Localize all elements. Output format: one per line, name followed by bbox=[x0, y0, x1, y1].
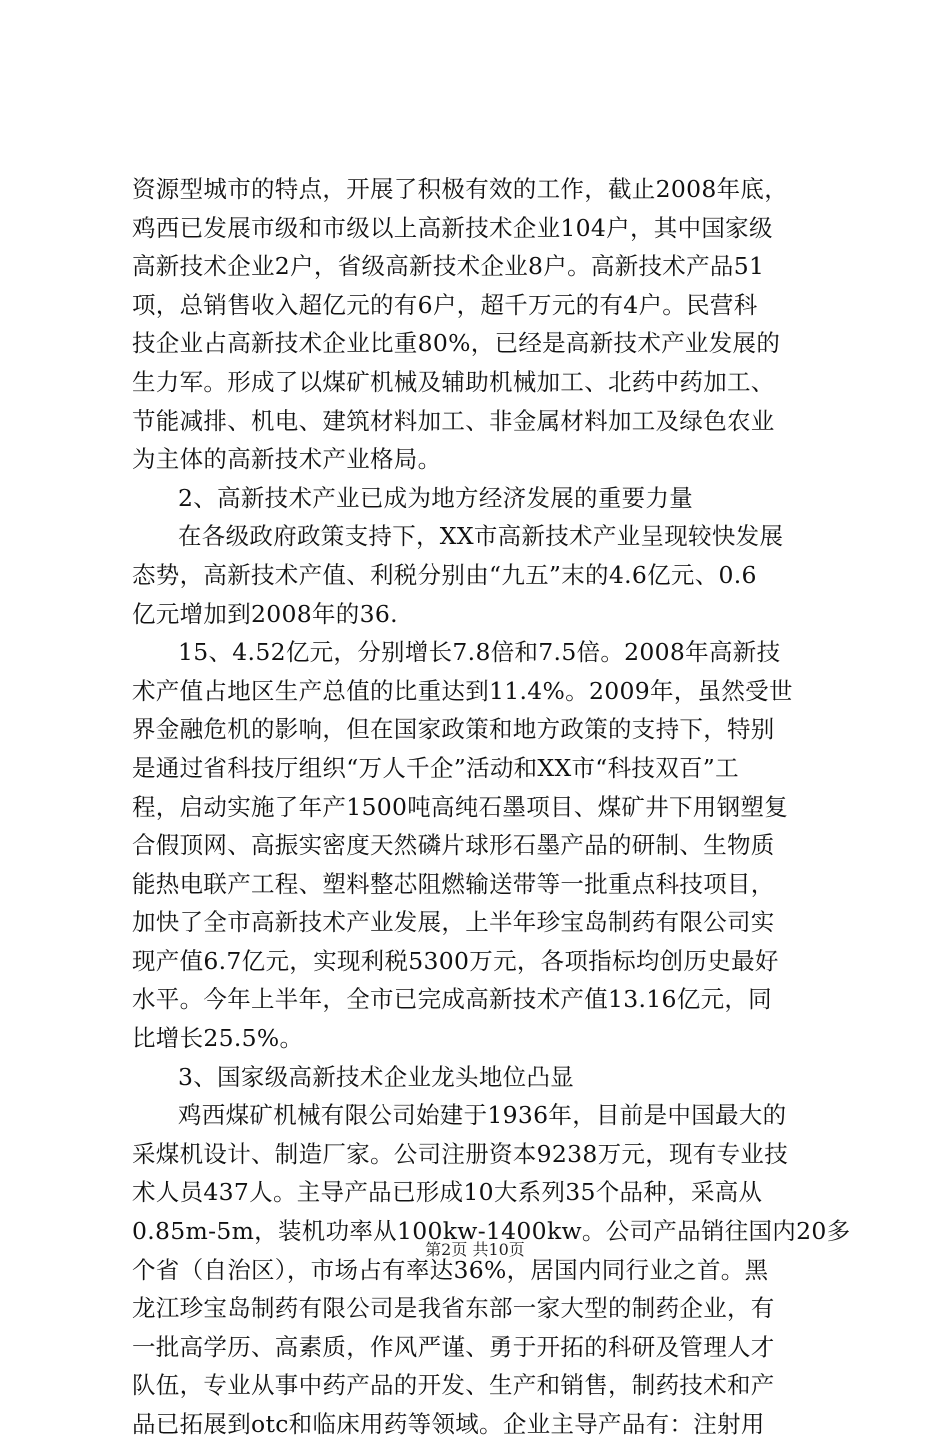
text-line: 鸡西已发展市级和市级以上高新技术企业104户，其中国家级 bbox=[132, 213, 773, 242]
text-line: 术产值占地区生产总值的比重达到11.4%。2009年，虽然受世 bbox=[132, 676, 793, 705]
text-line: 加快了全市高新技术产业发展，上半年珍宝岛制药有限公司实 bbox=[132, 908, 775, 937]
text-line: 龙江珍宝岛制药有限公司是我省东部一家大型的制药企业，有 bbox=[132, 1294, 775, 1323]
text-line: 生力军。形成了以煤矿机械及辅助机械加工、北药中药加工、 bbox=[132, 367, 775, 396]
text-line: 水平。今年上半年，全市已完成高新技术产值13.16亿元，同 bbox=[132, 985, 772, 1014]
text-line: 队伍，专业从事中药产品的开发、生产和销售，制药技术和产 bbox=[132, 1371, 775, 1400]
text-line: 为主体的高新技术产业格局。 bbox=[132, 445, 442, 474]
text-line: 高新技术企业2户，省级高新技术企业8户。高新技术产品51 bbox=[132, 252, 765, 281]
text-line: 合假顶网、高振实密度天然磷片球形石墨产品的研制、生物质 bbox=[132, 831, 775, 860]
text-line: 3、国家级高新技术企业龙头地位凸显 bbox=[178, 1062, 575, 1091]
text-line: 亿元增加到2008年的36. bbox=[132, 599, 398, 628]
text-line: 15、4.52亿元，分别增长7.8倍和7.5倍。2008年高新技 bbox=[178, 638, 781, 667]
text-line: 2、高新技术产业已成为地方经济发展的重要力量 bbox=[178, 483, 694, 512]
text-line: 是通过省科技厅组织“万人千企”活动和XX市“科技双百”工 bbox=[132, 753, 739, 782]
text-line: 程，启动实施了年产1500吨高纯石墨项目、煤矿井下用钢塑复 bbox=[132, 792, 789, 821]
text-line: 品已拓展到otc和临床用药等领域。企业主导产品有：注射用 bbox=[132, 1410, 765, 1438]
text-line: 比增长25.5%。 bbox=[132, 1024, 304, 1053]
text-line: 界金融危机的影响，但在国家政策和地方政策的支持下，特别 bbox=[132, 715, 775, 744]
text-line: 态势，高新技术产值、利税分别由“九五”末的4.6亿元、0.6 bbox=[132, 560, 757, 589]
text-line: 能热电联产工程、塑料整芯阻燃输送带等一批重点科技项目， bbox=[132, 869, 775, 898]
text-line: 在各级政府政策支持下，XX市高新技术产业呈现较快发展 bbox=[178, 522, 784, 551]
text-line: 一批高学历、高素质，作风严谨、勇于开拓的科研及管理人才 bbox=[132, 1332, 775, 1361]
text-line: 采煤机设计、制造厂家。公司注册资本9238万元，现有专业技 bbox=[132, 1139, 789, 1168]
page-footer: 第2页 共10页 bbox=[425, 1240, 525, 1259]
text-line: 个省（自治区），市场占有率达36%，居国内同行业之首。黑 bbox=[132, 1255, 769, 1284]
text-line: 资源型城市的特点，开展了积极有效的工作，截止2008年底， bbox=[132, 175, 789, 203]
text-line: 项，总销售收入超亿元的有6户，超千万元的有4户。民营科 bbox=[132, 290, 758, 319]
text-line: 现产值6.7亿元，实现利税5300万元，各项指标均创历史最好 bbox=[132, 946, 779, 975]
text-line: 术人员437人。主导产品已形成10大系列35个品种，采高从 bbox=[132, 1178, 763, 1207]
text-line: 节能减排、机电、建筑材料加工、非金属材料加工及绿色农业 bbox=[132, 406, 775, 435]
text-line: 0.85m-5m，装机功率从100kw-1400kw。公司产品销往国内20多 bbox=[132, 1217, 851, 1246]
text-line: 鸡西煤矿机械有限公司始建于1936年，目前是中国最大的 bbox=[178, 1101, 787, 1130]
text-line: 技企业占高新技术企业比重80%，已经是高新技术产业发展的 bbox=[132, 329, 781, 358]
